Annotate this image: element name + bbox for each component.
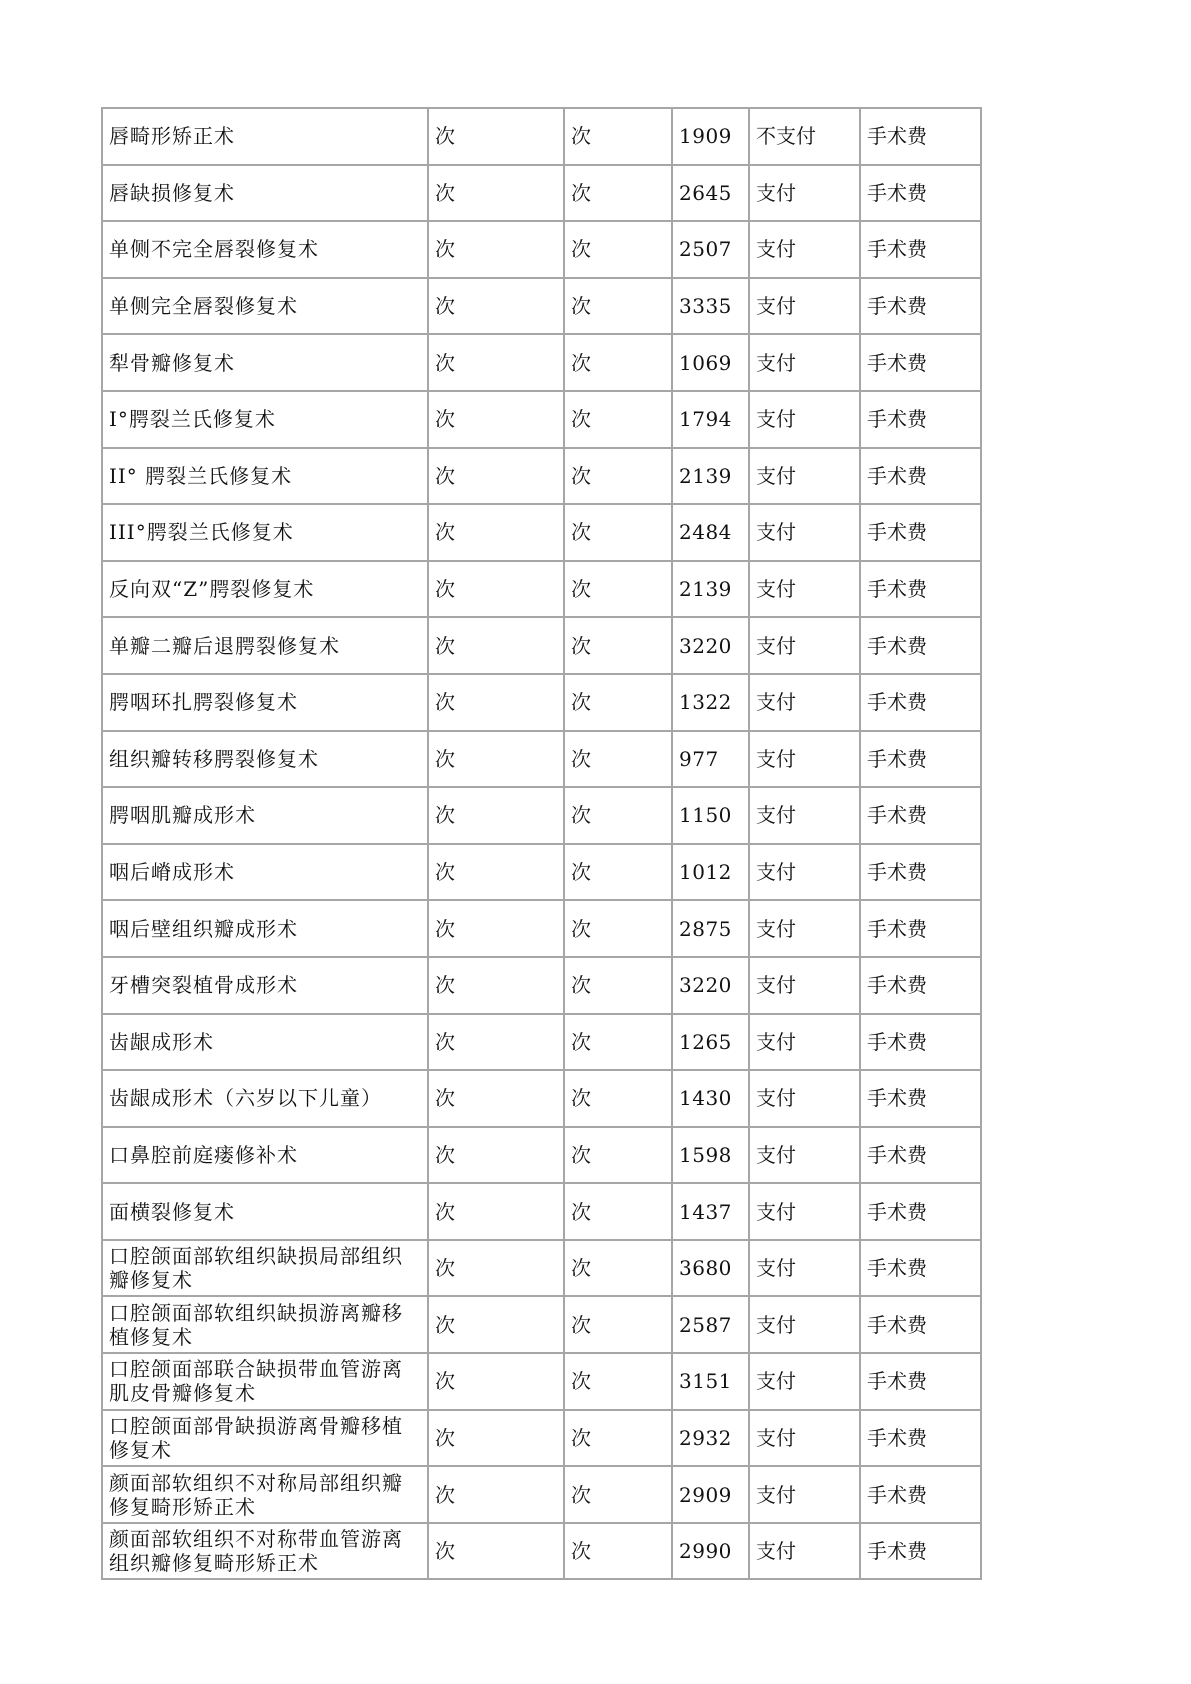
- payment-status-cell: 支付: [749, 787, 860, 844]
- price-cell: 3220: [672, 957, 749, 1014]
- fee-category-cell: 手术费: [860, 1296, 981, 1353]
- fee-category-cell: 手术费: [860, 1240, 981, 1297]
- billing-unit-cell: 次: [564, 448, 672, 505]
- fee-category-cell: 手术费: [860, 334, 981, 391]
- fee-category-cell: 手术费: [860, 1183, 981, 1240]
- price-cell: 2139: [672, 561, 749, 618]
- billing-unit-cell: 次: [564, 1127, 672, 1184]
- unit-cell: 次: [428, 165, 564, 222]
- fee-category-cell: 手术费: [860, 1353, 981, 1410]
- fee-category-cell: 手术费: [860, 1523, 981, 1580]
- price-cell: 2875: [672, 900, 749, 957]
- fee-table-body: [102, 108, 981, 1579]
- procedure-name-cell: 口腔颌面部软组织缺损局部组织瓣修复术: [102, 1240, 428, 1297]
- payment-status-cell: 支付: [749, 1127, 860, 1184]
- price-cell: 2990: [672, 1523, 749, 1580]
- table-row: [102, 844, 981, 901]
- fee-category-cell: 手术费: [860, 391, 981, 448]
- price-cell: 3335: [672, 278, 749, 335]
- price-cell: 1322: [672, 674, 749, 731]
- procedure-name-cell: 反向双“Z”腭裂修复术: [102, 561, 428, 618]
- payment-status-cell: 支付: [749, 1296, 860, 1353]
- billing-unit-cell: 次: [564, 674, 672, 731]
- fee-category-cell: 手术费: [860, 165, 981, 222]
- payment-status-cell: 支付: [749, 1240, 860, 1297]
- table-row: [102, 448, 981, 505]
- fee-category-cell: 手术费: [860, 844, 981, 901]
- payment-status-cell: 支付: [749, 1466, 860, 1523]
- unit-cell: 次: [428, 391, 564, 448]
- price-cell: 1598: [672, 1127, 749, 1184]
- table-row: [102, 1296, 981, 1353]
- fee-category-cell: 手术费: [860, 278, 981, 335]
- billing-unit-cell: 次: [564, 221, 672, 278]
- unit-cell: 次: [428, 844, 564, 901]
- table-row: [102, 1183, 981, 1240]
- price-cell: 1012: [672, 844, 749, 901]
- payment-status-cell: 支付: [749, 674, 860, 731]
- unit-cell: 次: [428, 1014, 564, 1071]
- billing-unit-cell: 次: [564, 1240, 672, 1297]
- table-row: [102, 165, 981, 222]
- table-row: [102, 561, 981, 618]
- price-cell: 1150: [672, 787, 749, 844]
- procedure-name-cell: II° 腭裂兰氏修复术: [102, 448, 428, 505]
- billing-unit-cell: 次: [564, 278, 672, 335]
- payment-status-cell: 支付: [749, 1070, 860, 1127]
- fee-category-cell: 手术费: [860, 900, 981, 957]
- table-row: [102, 1240, 981, 1297]
- table-row: [102, 1523, 981, 1580]
- payment-status-cell: 不支付: [749, 108, 860, 165]
- unit-cell: 次: [428, 108, 564, 165]
- billing-unit-cell: 次: [564, 561, 672, 618]
- unit-cell: 次: [428, 561, 564, 618]
- billing-unit-cell: 次: [564, 1353, 672, 1410]
- unit-cell: 次: [428, 278, 564, 335]
- table-row: [102, 108, 981, 165]
- procedure-name-cell: 口腔颌面部骨缺损游离骨瓣移植修复术: [102, 1410, 428, 1467]
- procedure-name-cell: 唇缺损修复术: [102, 165, 428, 222]
- fee-category-cell: 手术费: [860, 448, 981, 505]
- price-cell: 2587: [672, 1296, 749, 1353]
- table-row: [102, 391, 981, 448]
- procedure-name-cell: 犁骨瓣修复术: [102, 334, 428, 391]
- unit-cell: 次: [428, 221, 564, 278]
- unit-cell: 次: [428, 1523, 564, 1580]
- table-row: [102, 731, 981, 788]
- price-cell: 1265: [672, 1014, 749, 1071]
- billing-unit-cell: 次: [564, 844, 672, 901]
- procedure-name-cell: Ⅰ°腭裂兰氏修复术: [102, 391, 428, 448]
- table-row: [102, 504, 981, 561]
- table-row: [102, 787, 981, 844]
- unit-cell: 次: [428, 1183, 564, 1240]
- unit-cell: 次: [428, 1296, 564, 1353]
- unit-cell: 次: [428, 731, 564, 788]
- billing-unit-cell: 次: [564, 504, 672, 561]
- procedure-name-cell: 单侧完全唇裂修复术: [102, 278, 428, 335]
- billing-unit-cell: 次: [564, 1014, 672, 1071]
- billing-unit-cell: 次: [564, 108, 672, 165]
- table-row: [102, 674, 981, 731]
- billing-unit-cell: 次: [564, 731, 672, 788]
- billing-unit-cell: 次: [564, 617, 672, 674]
- fee-category-cell: 手术费: [860, 504, 981, 561]
- payment-status-cell: 支付: [749, 1014, 860, 1071]
- unit-cell: 次: [428, 1410, 564, 1467]
- billing-unit-cell: 次: [564, 391, 672, 448]
- unit-cell: 次: [428, 448, 564, 505]
- payment-status-cell: 支付: [749, 504, 860, 561]
- price-cell: 1069: [672, 334, 749, 391]
- table-row: [102, 1410, 981, 1467]
- price-cell: 2507: [672, 221, 749, 278]
- fee-category-cell: 手术费: [860, 957, 981, 1014]
- table-row: [102, 617, 981, 674]
- procedure-name-cell: 唇畸形矫正术: [102, 108, 428, 165]
- payment-status-cell: 支付: [749, 1410, 860, 1467]
- fee-category-cell: 手术费: [860, 1466, 981, 1523]
- billing-unit-cell: 次: [564, 1410, 672, 1467]
- price-cell: 1794: [672, 391, 749, 448]
- price-cell: 2909: [672, 1466, 749, 1523]
- unit-cell: 次: [428, 1240, 564, 1297]
- unit-cell: 次: [428, 1353, 564, 1410]
- fee-category-cell: 手术费: [860, 617, 981, 674]
- payment-status-cell: 支付: [749, 448, 860, 505]
- unit-cell: 次: [428, 1127, 564, 1184]
- fee-category-cell: 手术费: [860, 1014, 981, 1071]
- billing-unit-cell: 次: [564, 334, 672, 391]
- price-cell: 3680: [672, 1240, 749, 1297]
- unit-cell: 次: [428, 617, 564, 674]
- procedure-name-cell: 单侧不完全唇裂修复术: [102, 221, 428, 278]
- price-cell: 2484: [672, 504, 749, 561]
- unit-cell: 次: [428, 787, 564, 844]
- table-row: [102, 221, 981, 278]
- billing-unit-cell: 次: [564, 1070, 672, 1127]
- procedure-name-cell: 齿龈成形术（六岁以下儿童）: [102, 1070, 428, 1127]
- payment-status-cell: 支付: [749, 561, 860, 618]
- table-row: [102, 1070, 981, 1127]
- price-cell: 2645: [672, 165, 749, 222]
- payment-status-cell: 支付: [749, 1523, 860, 1580]
- table-row: [102, 957, 981, 1014]
- procedure-name-cell: 口腔颌面部软组织缺损游离瓣移植修复术: [102, 1296, 428, 1353]
- billing-unit-cell: 次: [564, 900, 672, 957]
- price-cell: 3151: [672, 1353, 749, 1410]
- fee-category-cell: 手术费: [860, 674, 981, 731]
- fee-category-cell: 手术费: [860, 787, 981, 844]
- billing-unit-cell: 次: [564, 787, 672, 844]
- procedure-name-cell: 咽后嵴成形术: [102, 844, 428, 901]
- table-row: [102, 1127, 981, 1184]
- unit-cell: 次: [428, 674, 564, 731]
- procedure-name-cell: 口腔颌面部联合缺损带血管游离肌皮骨瓣修复术: [102, 1353, 428, 1410]
- fee-category-cell: 手术费: [860, 108, 981, 165]
- unit-cell: 次: [428, 334, 564, 391]
- price-cell: 977: [672, 731, 749, 788]
- payment-status-cell: 支付: [749, 391, 860, 448]
- unit-cell: 次: [428, 900, 564, 957]
- procedure-name-cell: 牙槽突裂植骨成形术: [102, 957, 428, 1014]
- table-row: [102, 334, 981, 391]
- table-row: [102, 278, 981, 335]
- price-cell: 1437: [672, 1183, 749, 1240]
- price-cell: 1909: [672, 108, 749, 165]
- procedure-name-cell: 腭咽肌瓣成形术: [102, 787, 428, 844]
- fee-category-cell: 手术费: [860, 1127, 981, 1184]
- unit-cell: 次: [428, 504, 564, 561]
- table-row: [102, 1466, 981, 1523]
- fee-category-cell: 手术费: [860, 1070, 981, 1127]
- procedure-name-cell: III°腭裂兰氏修复术: [102, 504, 428, 561]
- price-cell: 2139: [672, 448, 749, 505]
- billing-unit-cell: 次: [564, 1183, 672, 1240]
- price-cell: 1430: [672, 1070, 749, 1127]
- procedure-name-cell: 颜面部软组织不对称带血管游离组织瓣修复畸形矫正术: [102, 1523, 428, 1580]
- fee-category-cell: 手术费: [860, 561, 981, 618]
- payment-status-cell: 支付: [749, 334, 860, 391]
- payment-status-cell: 支付: [749, 617, 860, 674]
- table-row: [102, 1353, 981, 1410]
- billing-unit-cell: 次: [564, 1523, 672, 1580]
- procedure-name-cell: 面横裂修复术: [102, 1183, 428, 1240]
- payment-status-cell: 支付: [749, 165, 860, 222]
- procedure-name-cell: 单瓣二瓣后退腭裂修复术: [102, 617, 428, 674]
- table-row: [102, 1014, 981, 1071]
- price-cell: 2932: [672, 1410, 749, 1467]
- table-row: [102, 900, 981, 957]
- procedure-name-cell: 腭咽环扎腭裂修复术: [102, 674, 428, 731]
- procedure-name-cell: 齿龈成形术: [102, 1014, 428, 1071]
- procedure-name-cell: 颜面部软组织不对称局部组织瓣修复畸形矫正术: [102, 1466, 428, 1523]
- payment-status-cell: 支付: [749, 221, 860, 278]
- fee-category-cell: 手术费: [860, 731, 981, 788]
- payment-status-cell: 支付: [749, 1183, 860, 1240]
- fee-category-cell: 手术费: [860, 221, 981, 278]
- unit-cell: 次: [428, 1070, 564, 1127]
- fee-table: [101, 107, 982, 1580]
- fee-category-cell: 手术费: [860, 1410, 981, 1467]
- billing-unit-cell: 次: [564, 1466, 672, 1523]
- payment-status-cell: 支付: [749, 844, 860, 901]
- billing-unit-cell: 次: [564, 165, 672, 222]
- payment-status-cell: 支付: [749, 278, 860, 335]
- procedure-name-cell: 咽后壁组织瓣成形术: [102, 900, 428, 957]
- payment-status-cell: 支付: [749, 731, 860, 788]
- unit-cell: 次: [428, 957, 564, 1014]
- payment-status-cell: 支付: [749, 1353, 860, 1410]
- unit-cell: 次: [428, 1466, 564, 1523]
- payment-status-cell: 支付: [749, 957, 860, 1014]
- price-cell: 3220: [672, 617, 749, 674]
- billing-unit-cell: 次: [564, 957, 672, 1014]
- payment-status-cell: 支付: [749, 900, 860, 957]
- procedure-name-cell: 组织瓣转移腭裂修复术: [102, 731, 428, 788]
- billing-unit-cell: 次: [564, 1296, 672, 1353]
- procedure-name-cell: 口鼻腔前庭瘘修补术: [102, 1127, 428, 1184]
